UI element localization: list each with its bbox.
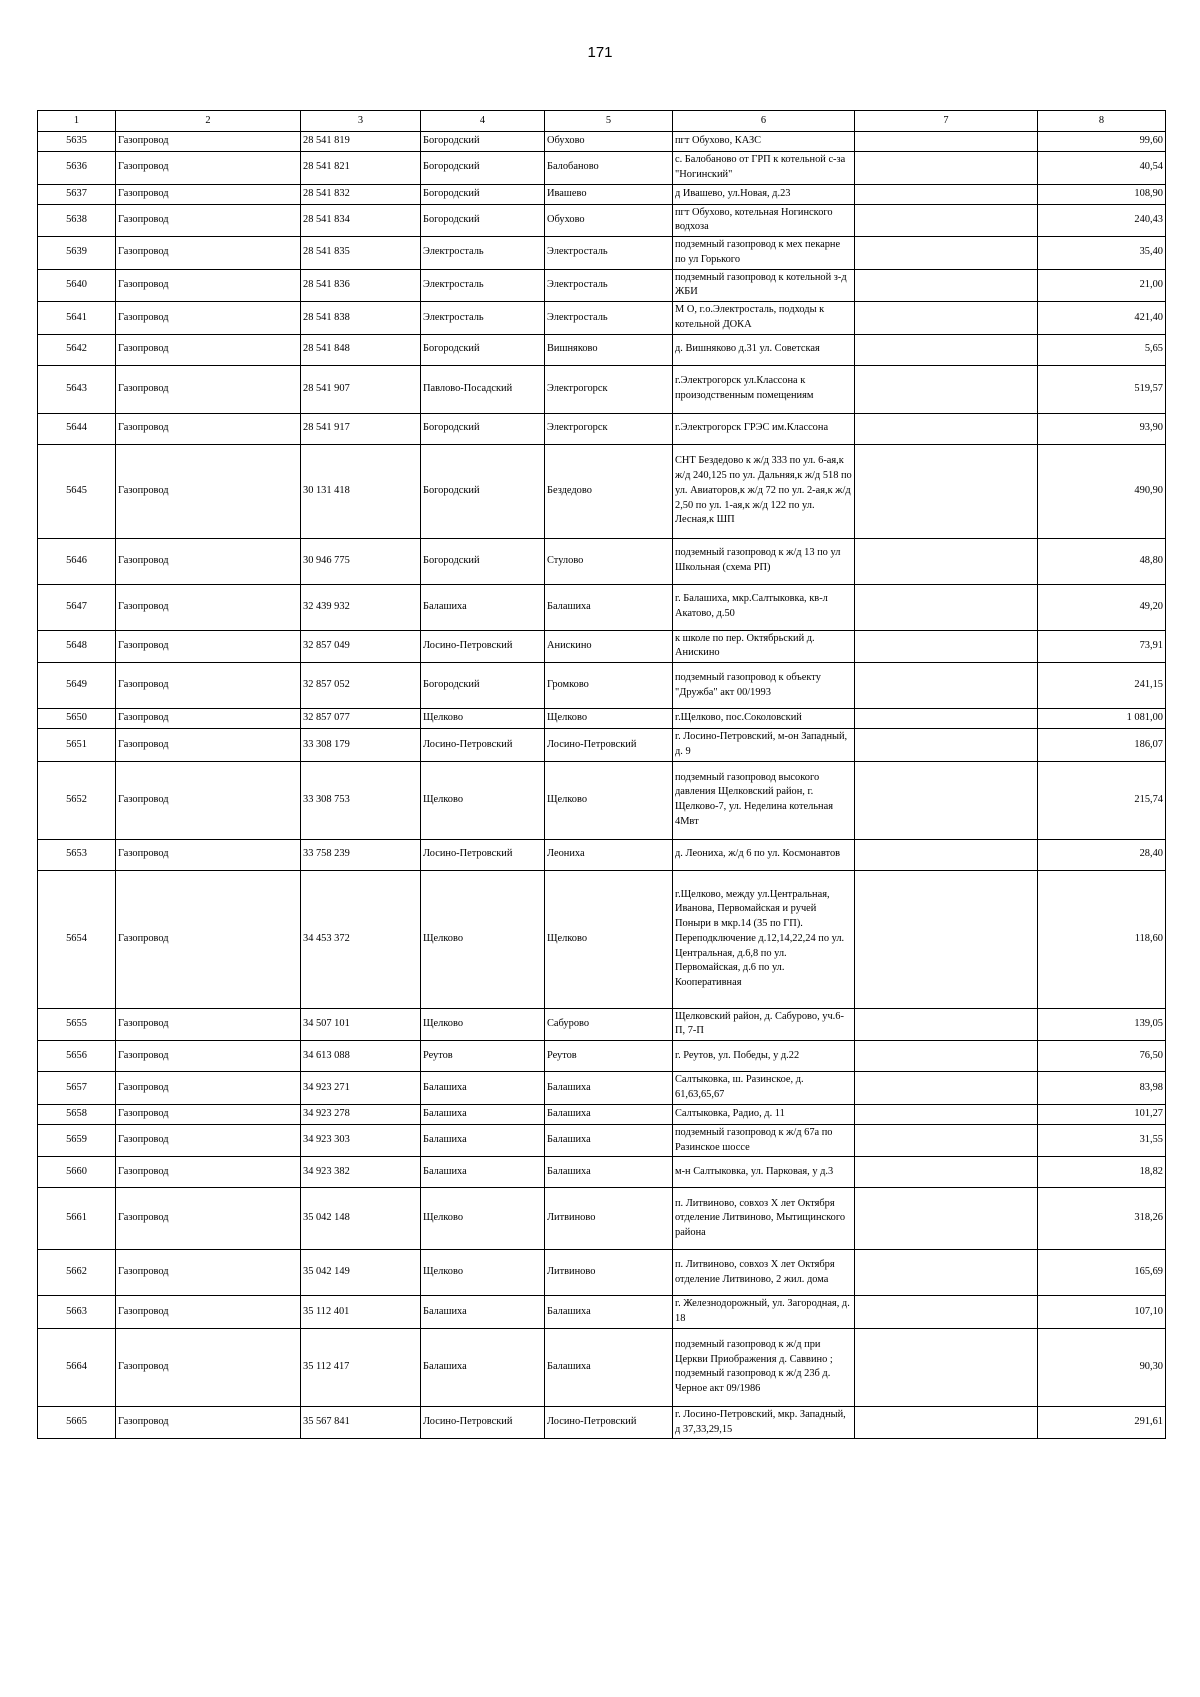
row-number-cell: 5637 [38,184,116,204]
district-cell: Балашиха [421,1296,545,1329]
code-cell: 33 758 239 [301,839,421,870]
locality-cell: Электрогорск [545,413,673,444]
object-type-cell: Газопровод [116,630,301,663]
note-cell [855,538,1038,584]
district-cell: Богородский [421,538,545,584]
address-cell: с. Балобаново от ГРП к котельной с-за "Ногинский" [673,152,855,185]
address-cell: г. Лосино-Петровский, мкр. Западный, д 37,33,29,15 [673,1406,855,1439]
length-cell: 186,07 [1038,729,1166,762]
object-type-cell: Газопровод [116,1328,301,1406]
code-cell: 28 541 917 [301,413,421,444]
code-cell: 30 131 418 [301,444,421,538]
locality-cell: Балашиха [545,584,673,630]
locality-cell: Балашиха [545,1157,673,1188]
table-row [38,334,1166,365]
object-type-cell: Газопровод [116,870,301,1008]
object-type-cell: Газопровод [116,839,301,870]
code-cell: 32 439 932 [301,584,421,630]
header-row [38,111,1166,132]
length-cell: 519,57 [1038,365,1166,413]
code-cell: 28 541 832 [301,184,421,204]
note-cell [855,1124,1038,1157]
object-type-cell: Газопровод [116,1406,301,1439]
table-row [38,1328,1166,1406]
code-cell: 34 507 101 [301,1008,421,1041]
object-type-cell: Газопровод [116,204,301,237]
row-number-cell: 5659 [38,1124,116,1157]
district-cell: Богородский [421,132,545,152]
object-type-cell: Газопровод [116,152,301,185]
row-number-cell: 5652 [38,761,116,839]
table-row [38,1157,1166,1188]
district-cell: Лосино-Петровский [421,1406,545,1439]
object-type-cell: Газопровод [116,1296,301,1329]
table-row [38,1250,1166,1296]
locality-cell: Сабурово [545,1008,673,1041]
code-cell: 35 042 149 [301,1250,421,1296]
object-type-cell: Газопровод [116,334,301,365]
length-cell: 490,90 [1038,444,1166,538]
address-cell: к школе по пер. Октябрьский д. Анискино [673,630,855,663]
table-row [38,413,1166,444]
length-cell: 18,82 [1038,1157,1166,1188]
code-cell: 34 923 382 [301,1157,421,1188]
district-cell: Щелково [421,1188,545,1250]
locality-cell: Леониха [545,839,673,870]
district-cell: Богородский [421,413,545,444]
header-cell-col3: 3 [301,111,421,132]
object-type-cell: Газопровод [116,584,301,630]
table-row [38,444,1166,538]
district-cell: Богородский [421,204,545,237]
note-cell [855,1157,1038,1188]
address-cell: г. Лосино-Петровский, м-он Западный, д. 9 [673,729,855,762]
object-type-cell: Газопровод [116,1041,301,1072]
object-type-cell: Газопровод [116,132,301,152]
locality-cell: Вишняково [545,334,673,365]
object-type-cell: Газопровод [116,1008,301,1041]
row-number-cell: 5657 [38,1072,116,1105]
length-cell: 49,20 [1038,584,1166,630]
note-cell [855,413,1038,444]
code-cell: 34 923 278 [301,1104,421,1124]
object-type-cell: Газопровод [116,1104,301,1124]
locality-cell: Балашиха [545,1104,673,1124]
note-cell [855,152,1038,185]
row-number-cell: 5660 [38,1157,116,1188]
code-cell: 35 112 417 [301,1328,421,1406]
code-cell: 28 541 834 [301,204,421,237]
object-type-cell: Газопровод [116,365,301,413]
table-row [38,839,1166,870]
row-number-cell: 5644 [38,413,116,444]
table-row [38,184,1166,204]
row-number-cell: 5664 [38,1328,116,1406]
header-cell-col8: 8 [1038,111,1166,132]
row-number-cell: 5639 [38,237,116,270]
length-cell: 1 081,00 [1038,709,1166,729]
address-cell: подземный газопровод к ж/д при Церкви Приображения д. Саввино ; подземный газопровод к ж/д 23б д. Черное акт 09/1986 [673,1328,855,1406]
code-cell: 35 567 841 [301,1406,421,1439]
locality-cell: Электросталь [545,302,673,335]
length-cell: 90,30 [1038,1328,1166,1406]
table-row [38,237,1166,270]
address-cell: п. Литвиново, совхоз Х лет Октября отделение Литвиново, Мытищинского района [673,1188,855,1250]
locality-cell: Электросталь [545,237,673,270]
address-cell: д. Леониха, ж/д 6 по ул. Космонавтов [673,839,855,870]
address-cell: г.Щелково, между ул.Центральная, Иванова, Первомайская и ручей Поныри в мкр.14 (35 по ГП). Переподключение д.12,14,22,24 по ул. Центральная, д.6,8 по ул. Первомайская, д.6 по ул. Кооперативная [673,870,855,1008]
row-number-cell: 5653 [38,839,116,870]
district-cell: Электросталь [421,269,545,302]
district-cell: Щелково [421,1250,545,1296]
locality-cell: Балашиха [545,1296,673,1329]
object-type-cell: Газопровод [116,709,301,729]
district-cell: Балашиха [421,1328,545,1406]
code-cell: 28 541 907 [301,365,421,413]
district-cell: Балашиха [421,1104,545,1124]
code-cell: 32 857 049 [301,630,421,663]
address-cell: Щелковский район, д. Сабурово, уч.6-П, 7-П [673,1008,855,1041]
row-number-cell: 5640 [38,269,116,302]
district-cell: Реутов [421,1041,545,1072]
note-cell [855,132,1038,152]
row-number-cell: 5643 [38,365,116,413]
object-type-cell: Газопровод [116,444,301,538]
row-number-cell: 5655 [38,1008,116,1041]
note-cell [855,444,1038,538]
locality-cell: Стулово [545,538,673,584]
row-number-cell: 5647 [38,584,116,630]
row-number-cell: 5665 [38,1406,116,1439]
length-cell: 21,00 [1038,269,1166,302]
length-cell: 83,98 [1038,1072,1166,1105]
note-cell [855,870,1038,1008]
district-cell: Богородский [421,334,545,365]
table-row [38,1406,1166,1439]
table-row [38,870,1166,1008]
note-cell [855,269,1038,302]
row-number-cell: 5649 [38,663,116,709]
code-cell: 33 308 753 [301,761,421,839]
address-cell: Салтыковка, Радио, д. 11 [673,1104,855,1124]
address-cell: подземный газопровод к котельной з-д ЖБИ [673,269,855,302]
locality-cell: Литвиново [545,1188,673,1250]
note-cell [855,729,1038,762]
length-cell: 40,54 [1038,152,1166,185]
length-cell: 108,90 [1038,184,1166,204]
table-row [38,1188,1166,1250]
length-cell: 35,40 [1038,237,1166,270]
length-cell: 165,69 [1038,1250,1166,1296]
address-cell: подземный газопровод к мех пекарне по ул Горького [673,237,855,270]
district-cell: Щелково [421,761,545,839]
locality-cell: Балашиха [545,1072,673,1105]
object-type-cell: Газопровод [116,1157,301,1188]
length-cell: 93,90 [1038,413,1166,444]
row-number-cell: 5656 [38,1041,116,1072]
address-cell: подземный газопровод к объекту "Дружба" акт 00/1993 [673,663,855,709]
object-type-cell: Газопровод [116,538,301,584]
address-cell: М О, г.о.Электросталь, подходы к котельной ДОКА [673,302,855,335]
locality-cell: Анискино [545,630,673,663]
note-cell [855,1072,1038,1105]
locality-cell: Громково [545,663,673,709]
locality-cell: Бездедово [545,444,673,538]
header-cell-col1: 1 [38,111,116,132]
district-cell: Лосино-Петровский [421,839,545,870]
note-cell [855,1296,1038,1329]
district-cell: Балашиха [421,1157,545,1188]
code-cell: 34 453 372 [301,870,421,1008]
address-cell: г.Электрогорск ГРЭС им.Классона [673,413,855,444]
district-cell: Щелково [421,709,545,729]
locality-cell: Литвиново [545,1250,673,1296]
locality-cell: Обухово [545,132,673,152]
note-cell [855,365,1038,413]
note-cell [855,1008,1038,1041]
table-row [38,152,1166,185]
address-cell: г.Электрогорск ул.Классона к произодственным помещениям [673,365,855,413]
table-row [38,538,1166,584]
object-type-cell: Газопровод [116,302,301,335]
note-cell [855,839,1038,870]
object-type-cell: Газопровод [116,1072,301,1105]
locality-cell: Лосино-Петровский [545,1406,673,1439]
district-cell: Богородский [421,663,545,709]
address-cell: д. Вишняково д.31 ул. Советская [673,334,855,365]
note-cell [855,237,1038,270]
table-row [38,365,1166,413]
table-row [38,1296,1166,1329]
header-cell-col6: 6 [673,111,855,132]
code-cell: 34 923 303 [301,1124,421,1157]
table-row [38,630,1166,663]
district-cell: Лосино-Петровский [421,729,545,762]
note-cell [855,663,1038,709]
district-cell: Лосино-Петровский [421,630,545,663]
note-cell [855,584,1038,630]
address-cell: Салтыковка, ш. Разинское, д. 61,63,65,67 [673,1072,855,1105]
table-row [38,1041,1166,1072]
table-row [38,1008,1166,1041]
note-cell [855,302,1038,335]
note-cell [855,709,1038,729]
length-cell: 139,05 [1038,1008,1166,1041]
table-body [38,132,1166,1439]
locality-cell: Ивашево [545,184,673,204]
table-row [38,1072,1166,1105]
row-number-cell: 5648 [38,630,116,663]
object-type-cell: Газопровод [116,1188,301,1250]
district-cell: Щелково [421,870,545,1008]
table-row [38,1124,1166,1157]
table-row [38,1104,1166,1124]
table-row [38,663,1166,709]
object-type-cell: Газопровод [116,729,301,762]
locality-cell: Электрогорск [545,365,673,413]
note-cell [855,1188,1038,1250]
note-cell [855,1328,1038,1406]
code-cell: 28 541 836 [301,269,421,302]
note-cell [855,1041,1038,1072]
address-cell: пгт Обухово, КАЗС [673,132,855,152]
district-cell: Балашиха [421,1124,545,1157]
locality-cell: Балашиха [545,1328,673,1406]
header-cell-col7: 7 [855,111,1038,132]
locality-cell: Балашиха [545,1124,673,1157]
length-cell: 31,55 [1038,1124,1166,1157]
object-type-cell: Газопровод [116,761,301,839]
table-row [38,269,1166,302]
length-cell: 240,43 [1038,204,1166,237]
locality-cell: Обухово [545,204,673,237]
length-cell: 215,74 [1038,761,1166,839]
address-cell: г.Щелково, пос.Соколовский [673,709,855,729]
code-cell: 32 857 052 [301,663,421,709]
row-number-cell: 5646 [38,538,116,584]
district-cell: Павлово-Посадский [421,365,545,413]
code-cell: 35 042 148 [301,1188,421,1250]
registry-table [37,110,1166,1439]
table-row [38,132,1166,152]
district-cell: Богородский [421,184,545,204]
address-cell: г. Железнодорожный, ул. Загородная, д. 18 [673,1296,855,1329]
length-cell: 118,60 [1038,870,1166,1008]
address-cell: м-н Салтыковка, ул. Парковая, у д.3 [673,1157,855,1188]
note-cell [855,204,1038,237]
length-cell: 291,61 [1038,1406,1166,1439]
code-cell: 34 923 271 [301,1072,421,1105]
note-cell [855,1406,1038,1439]
address-cell: пгт Обухово, котельная Ногинского водхоза [673,204,855,237]
row-number-cell: 5663 [38,1296,116,1329]
locality-cell: Щелково [545,761,673,839]
district-cell: Щелково [421,1008,545,1041]
length-cell: 99,60 [1038,132,1166,152]
address-cell: СНТ Бездедово к ж/д 333 по ул. 6-ая,к ж/д 240,125 по ул. Дальняя,к ж/д 518 по ул. Авиаторов,к ж/д 72 по ул. 2-ая,к ж/д 2,50 по ул. 1-ая,к ж/д 122 по ул. Лесная,к ШП [673,444,855,538]
code-cell: 28 541 838 [301,302,421,335]
row-number-cell: 5650 [38,709,116,729]
table-row [38,709,1166,729]
table-row [38,729,1166,762]
table-row [38,204,1166,237]
object-type-cell: Газопровод [116,1250,301,1296]
locality-cell: Лосино-Петровский [545,729,673,762]
locality-cell: Щелково [545,870,673,1008]
page-number: 171 [587,44,613,61]
length-cell: 73,91 [1038,630,1166,663]
length-cell: 421,40 [1038,302,1166,335]
length-cell: 76,50 [1038,1041,1166,1072]
length-cell: 241,15 [1038,663,1166,709]
row-number-cell: 5638 [38,204,116,237]
length-cell: 101,27 [1038,1104,1166,1124]
row-number-cell: 5661 [38,1188,116,1250]
note-cell [855,1250,1038,1296]
locality-cell: Щелково [545,709,673,729]
code-cell: 28 541 835 [301,237,421,270]
length-cell: 48,80 [1038,538,1166,584]
address-cell: подземный газопровод к ж/д 13 по ул Школьная (схема РП) [673,538,855,584]
address-cell: д Ивашево, ул.Новая, д.23 [673,184,855,204]
locality-cell: Электросталь [545,269,673,302]
row-number-cell: 5645 [38,444,116,538]
district-cell: Балашиха [421,584,545,630]
object-type-cell: Газопровод [116,184,301,204]
district-cell: Электросталь [421,237,545,270]
district-cell: Богородский [421,152,545,185]
row-number-cell: 5662 [38,1250,116,1296]
row-number-cell: 5658 [38,1104,116,1124]
code-cell: 30 946 775 [301,538,421,584]
note-cell [855,1104,1038,1124]
table-row [38,761,1166,839]
row-number-cell: 5641 [38,302,116,335]
note-cell [855,334,1038,365]
address-cell: подземный газопровод высокого давления Щелковский район, г. Щелково-7, ул. Неделина котельная 4Мвт [673,761,855,839]
district-cell: Балашиха [421,1072,545,1105]
address-cell: г. Балашиха, мкр.Салтыковка, кв-л Акатово, д.50 [673,584,855,630]
table-row [38,584,1166,630]
length-cell: 318,26 [1038,1188,1166,1250]
header-cell-col2: 2 [116,111,301,132]
locality-cell: Реутов [545,1041,673,1072]
row-number-cell: 5642 [38,334,116,365]
length-cell: 28,40 [1038,839,1166,870]
address-cell: п. Литвиново, совхоз Х лет Октября отделение Литвиново, 2 жил. дома [673,1250,855,1296]
note-cell [855,630,1038,663]
code-cell: 34 613 088 [301,1041,421,1072]
object-type-cell: Газопровод [116,1124,301,1157]
note-cell [855,761,1038,839]
header-cell-col5: 5 [545,111,673,132]
table-row [38,302,1166,335]
address-cell: подземный газопровод к ж/д 67а по Разинское шоссе [673,1124,855,1157]
note-cell [855,184,1038,204]
object-type-cell: Газопровод [116,237,301,270]
code-cell: 28 541 819 [301,132,421,152]
object-type-cell: Газопровод [116,413,301,444]
length-cell: 5,65 [1038,334,1166,365]
code-cell: 28 541 821 [301,152,421,185]
district-cell: Богородский [421,444,545,538]
length-cell: 107,10 [1038,1296,1166,1329]
row-number-cell: 5635 [38,132,116,152]
code-cell: 28 541 848 [301,334,421,365]
object-type-cell: Газопровод [116,269,301,302]
row-number-cell: 5636 [38,152,116,185]
code-cell: 35 112 401 [301,1296,421,1329]
object-type-cell: Газопровод [116,663,301,709]
code-cell: 32 857 077 [301,709,421,729]
code-cell: 33 308 179 [301,729,421,762]
row-number-cell: 5654 [38,870,116,1008]
row-number-cell: 5651 [38,729,116,762]
address-cell: г. Реутов, ул. Победы, у д.22 [673,1041,855,1072]
district-cell: Электросталь [421,302,545,335]
locality-cell: Балобаново [545,152,673,185]
header-cell-col4: 4 [421,111,545,132]
